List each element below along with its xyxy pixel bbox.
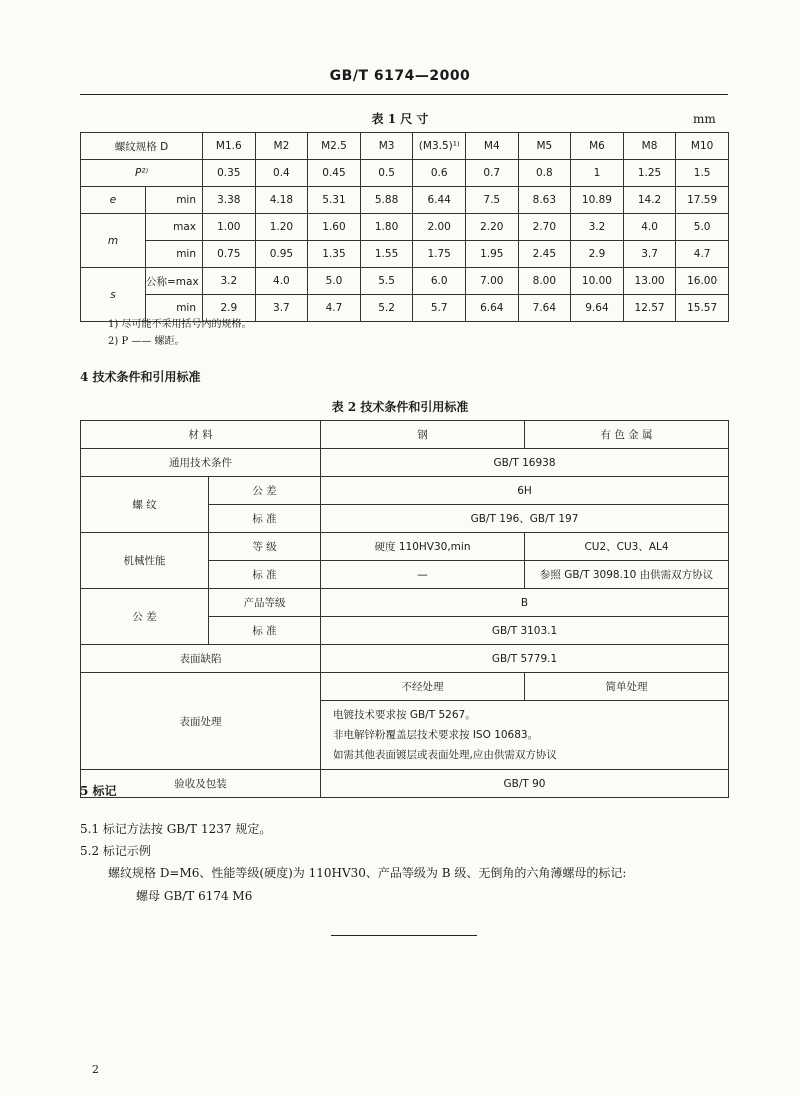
m-label: m [81,214,146,268]
no-treatment: 不经处理 [321,673,525,701]
mech-standard-nonferrous: 参照 GB/T 3098.10 由供需双方协议 [525,561,729,589]
e-min-cell: 10.89 [571,187,624,214]
s-min-cell: 5.7 [413,295,466,322]
pitch-label: P²⁾ [81,160,203,187]
s-max-cell: 16.00 [676,268,729,295]
mech-standard-label: 标 准 [209,561,321,589]
section5-1: 5.1 标记方法按 GB/T 1237 规定。 [80,822,272,836]
surface-defects-value: GB/T 5779.1 [321,645,729,673]
s-max-cell: 5.0 [308,268,361,295]
mech-grade-label: 等 级 [209,533,321,561]
m-min-cell: 0.75 [203,241,256,268]
material-nonferrous: 有 色 金 属 [525,421,729,449]
mech-grade-steel: 硬度 110HV30,min [321,533,525,561]
table2-caption: 表 2 技术条件和引用标准 [331,400,469,414]
pitch-cell: 0.35 [203,160,256,187]
row-pitch [81,160,729,187]
m-min-cell: 1.95 [465,241,518,268]
m-max-cell: 2.70 [518,214,571,241]
m-max-cell: 1.00 [203,214,256,241]
s-max-cell: 13.00 [623,268,676,295]
thread-size-cell: M3 [360,133,413,160]
m-min-cell: 4.7 [676,241,729,268]
table1-notes [108,316,251,350]
e-label: e [81,187,146,214]
thread-tolerance-value: 6H [321,477,729,505]
e-min-cell: 6.44 [413,187,466,214]
general-conditions-value: GB/T 16938 [321,449,729,477]
e-min-cell: 14.2 [623,187,676,214]
tolerance-label: 公 差 [81,589,209,645]
m-max-cell: 1.80 [360,214,413,241]
thread-size-cell: M10 [676,133,729,160]
e-min-cell: 5.88 [360,187,413,214]
product-grade-label: 产品等级 [209,589,321,617]
marking-example: 螺纹规格 D=M6、性能等级(硬度)为 110HV30、产品等级为 B 级、无倒角的六角薄螺母的标记: [108,866,627,880]
thread-size-label: 螺纹规格 D [81,133,203,160]
s-min-cell: 4.7 [308,295,361,322]
thread-size-cell: (M3.5)¹⁾ [413,133,466,160]
s-min-cell: 15.57 [676,295,729,322]
row-m-max [81,214,729,241]
row-thread-size [81,133,729,160]
s-max-cell: 4.0 [255,268,308,295]
thread-size-cell: M2 [255,133,308,160]
surface-treatment-label: 表面处理 [81,673,321,770]
m-max-cell: 3.2 [571,214,624,241]
thread-size-cell: M4 [465,133,518,160]
pitch-cell: 1.25 [623,160,676,187]
pitch-cell: 1.5 [676,160,729,187]
treatment-line-3: 如需其他表面镀层或表面处理,应由供需双方协议 [333,749,557,761]
table1-unit: mm [693,112,716,126]
m-min-cell: 2.45 [518,241,571,268]
s-min-label: min [146,295,203,322]
m-max-cell: 5.0 [676,214,729,241]
pitch-cell: 0.7 [465,160,518,187]
section5-2: 5.2 标记示例 [80,844,151,858]
m-min-cell: 1.35 [308,241,361,268]
thread-tolerance-label: 公 差 [209,477,321,505]
e-min-cell: 4.18 [255,187,308,214]
s-min-cell: 3.7 [255,295,308,322]
m-max-cell: 2.20 [465,214,518,241]
dimensions-table [80,132,729,322]
thread-standard-value: GB/T 196、GB/T 197 [321,505,729,533]
section5-title: 5 标记 [80,784,117,798]
treatment-line-1: 电镀技术要求按 GB/T 5267。 [333,709,476,721]
m-min-cell: 3.7 [623,241,676,268]
m-min-label: min [146,241,203,268]
acceptance-value: GB/T 90 [321,770,729,798]
treatment-requirements [321,701,729,770]
row-s-max [81,268,729,295]
s-max-cell: 7.00 [465,268,518,295]
surface-defects-label: 表面缺陷 [81,645,321,673]
pitch-cell: 1 [571,160,624,187]
e-min-cell: 3.38 [203,187,256,214]
material-steel: 钢 [321,421,525,449]
treatment-line-2: 非电解锌粉覆盖层技术要求按 ISO 10683。 [333,729,539,741]
e-min-cell: 8.63 [518,187,571,214]
marking-example-mark: 螺母 GB/T 6174 M6 [136,889,253,903]
mech-standard-steel: — [321,561,525,589]
m-max-cell: 1.20 [255,214,308,241]
thread-size-cell: M6 [571,133,624,160]
m-max-cell: 4.0 [623,214,676,241]
s-min-cell: 12.57 [623,295,676,322]
m-min-cell: 2.9 [571,241,624,268]
m-min-cell: 1.75 [413,241,466,268]
s-max-cell: 3.2 [203,268,256,295]
e-min-label: min [146,187,203,214]
s-max-cell: 5.5 [360,268,413,295]
s-min-cell: 2.9 [203,295,256,322]
m-max-cell: 1.60 [308,214,361,241]
tolerance-standard-label: 标 准 [209,617,321,645]
pitch-cell: 0.6 [413,160,466,187]
page-header: GB/T 6174—2000 [329,68,471,84]
mech-grade-nonferrous: CU2、CU3、AL4 [525,533,729,561]
e-min-cell: 5.31 [308,187,361,214]
end-rule [331,935,477,936]
m-min-cell: 1.55 [360,241,413,268]
simple-treatment: 简单处理 [525,673,729,701]
page-number: 2 [92,1063,99,1076]
tolerance-standard-value: GB/T 3103.1 [321,617,729,645]
thread-label: 螺 纹 [81,477,209,533]
material-label: 材 料 [81,421,321,449]
thread-standard-label: 标 准 [209,505,321,533]
s-min-cell: 9.64 [571,295,624,322]
s-max-cell: 8.00 [518,268,571,295]
pitch-cell: 0.45 [308,160,361,187]
m-max-label: max [146,214,203,241]
s-min-cell: 5.2 [360,295,413,322]
thread-size-cell: M8 [623,133,676,160]
thread-size-cell: M2.5 [308,133,361,160]
thread-size-cell: M5 [518,133,571,160]
table1-note-1: 1) 尽可能不采用括号内的规格。 [108,319,252,330]
pitch-cell: 0.4 [255,160,308,187]
pitch-cell: 0.5 [360,160,413,187]
s-label: s [81,268,146,322]
table1-caption: 表 1 尺 寸 [371,112,429,126]
section4-title: 4 技术条件和引用标准 [80,370,201,384]
table1-note-2: 2) P —— 螺距。 [108,336,185,347]
s-max-label: 公称=max [146,268,203,295]
header-rule [80,94,728,95]
s-min-cell: 6.64 [465,295,518,322]
row-m-min [81,241,729,268]
pitch-cell: 0.8 [518,160,571,187]
mech-properties-label: 机械性能 [81,533,209,589]
m-min-cell: 0.95 [255,241,308,268]
s-min-cell: 7.64 [518,295,571,322]
acceptance-label: 验收及包装 [81,770,321,798]
thread-size-cell: M1.6 [203,133,256,160]
m-max-cell: 2.00 [413,214,466,241]
s-max-cell: 10.00 [571,268,624,295]
row-e-min [81,187,729,214]
s-max-cell: 6.0 [413,268,466,295]
product-grade-value: B [321,589,729,617]
tech-conditions-table [80,420,729,798]
general-conditions-label: 通用技术条件 [81,449,321,477]
e-min-cell: 17.59 [676,187,729,214]
e-min-cell: 7.5 [465,187,518,214]
